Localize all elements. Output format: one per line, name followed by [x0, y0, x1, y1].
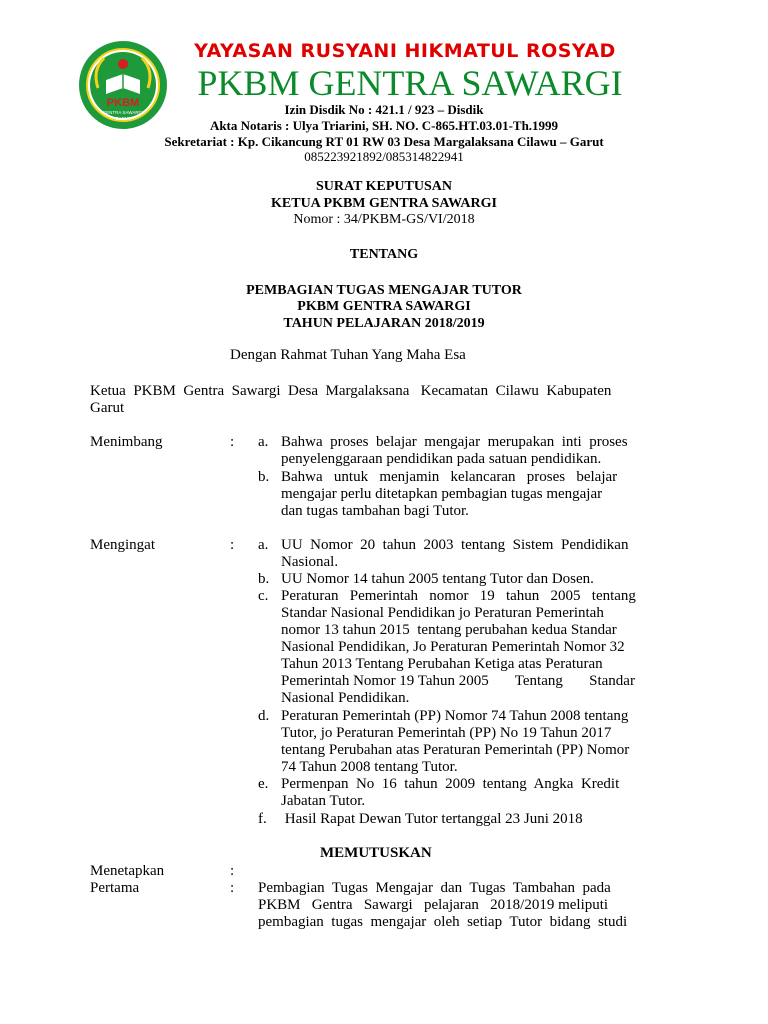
- mengingat-d-line: Peraturan Pemerintah (PP) Nomor 74 Tahun 2008 tentang: [281, 708, 629, 724]
- menimbang-b-line: Bahwa untuk menjamin kelancaran proses belajar: [281, 469, 618, 485]
- menimbang-b-line: dan tugas tambahan bagi Tutor.: [281, 503, 469, 519]
- menimbang-b-line: mengajar perlu ditetapkan pembagian tugas mengajar: [281, 486, 603, 502]
- phone-line: 085223921892/085314822941: [304, 149, 464, 164]
- menimbang-colon: :: [230, 434, 235, 450]
- logo-subtext2: GARUT: [115, 116, 131, 121]
- pertama-line: Pembagian Tugas Mengajar dan Tugas Tambahan pada: [258, 880, 611, 896]
- mengingat-f-marker: f.: [258, 811, 267, 827]
- notary-line: Akta Notaris : Ulya Triarini, SH. NO. C-865.HT.03.01-Th.1999: [209, 118, 559, 133]
- mengingat-a-line: Nasional.: [281, 554, 339, 570]
- menimbang-a-line: Bahwa proses belajar mengajar merupakan inti proses: [281, 434, 628, 450]
- memutuskan-heading: MEMUTUSKAN: [320, 845, 432, 861]
- menimbang-a-line: penyelenggaraan pendidikan pada satuan pendidikan.: [281, 451, 602, 467]
- mengingat-c-line: Nasional Pendidikan.: [281, 690, 410, 706]
- mengingat-c-line: nomor 13 tahun 2015 tentang perubahan kedua Standar: [281, 622, 617, 638]
- mengingat-a-marker: a.: [258, 537, 269, 553]
- menetapkan-colon: :: [230, 863, 235, 879]
- mengingat-d-line: 74 Tahun 2008 tentang Tutor.: [281, 759, 458, 775]
- pertama-line: pembagian tugas mengajar oleh setiap Tutor bidang studi: [258, 914, 628, 930]
- menimbang-label: Menimbang: [90, 434, 163, 450]
- pertama-colon: :: [230, 880, 235, 896]
- mengingat-b-marker: b.: [258, 571, 270, 587]
- mengingat-d-line: tentang Perubahan atas Peraturan Pemerintah (PP) Nomor: [281, 742, 630, 758]
- mengingat-e-line: Permenpan No 16 tahun 2009 tentang Angka Kredit: [281, 776, 620, 792]
- menimbang-a-marker: a.: [258, 434, 269, 450]
- logo-text: PKBM: [106, 97, 140, 109]
- subject-line-1: PEMBAGIAN TUGAS MENGAJAR TUTOR: [246, 283, 522, 298]
- menetapkan-label: Menetapkan: [90, 863, 165, 879]
- menimbang-b-marker: b.: [258, 469, 270, 485]
- mengingat-label: Mengingat: [90, 537, 155, 553]
- mengingat-a-line: UU Nomor 20 tahun 2003 tentang Sistem Pendidikan: [281, 537, 629, 553]
- mengingat-d-line: Tutor, jo Peraturan Pemerintah (PP) No 19 Tahun 2017: [281, 725, 612, 741]
- mengingat-colon: :: [230, 537, 235, 553]
- decree-title: SURAT KEPUTUSAN: [315, 179, 452, 194]
- mengingat-c-line: Pemerintah Nomor 19 Tahun 2005 Tentang Standar: [281, 673, 635, 689]
- pertama-label: Pertama: [90, 880, 140, 896]
- pertama-line: PKBM Gentra Sawargi pelajaran 2018/2019 meliputi: [258, 897, 609, 913]
- mengingat-e-marker: e.: [258, 776, 269, 792]
- intro-line-2: Garut: [90, 400, 125, 416]
- secretariat-line: Sekretariat : Kp. Cikancung RT 01 RW 03 Desa Margalaksana Cilawu – Garut: [164, 134, 604, 149]
- organization-name: PKBM GENTRA SAWARGI: [197, 63, 623, 103]
- decree-issuer: KETUA PKBM GENTRA SAWARGI: [271, 196, 497, 211]
- mengingat-c-marker: c.: [258, 588, 269, 604]
- foundation-name: YAYASAN RUSYANI HIKMATUL ROSYAD: [194, 40, 616, 62]
- mengingat-c-line: Standar Nasional Pendidikan jo Peraturan Pemerintah: [281, 605, 604, 621]
- greeting: Dengan Rahmat Tuhan Yang Maha Esa: [230, 347, 466, 363]
- mengingat-c-line: Nasional Pendidikan, Jo Peraturan Pemerintah Nomor 32: [281, 639, 625, 655]
- subject-line-2: PKBM GENTRA SAWARGI: [297, 299, 471, 314]
- subject-line-3: TAHUN PELAJARAN 2018/2019: [283, 316, 485, 331]
- mengingat-c-line: Peraturan Pemerintah nomor 19 tahun 2005 tentang: [281, 588, 636, 604]
- mengingat-d-marker: d.: [258, 708, 270, 724]
- intro-line-1: Ketua PKBM Gentra Sawargi Desa Margalaksana Kecamatan Cilawu Kabupaten: [90, 383, 612, 399]
- decree-number: Nomor : 34/PKBM-GS/VI/2018: [293, 212, 475, 227]
- mengingat-f-line: Hasil Rapat Dewan Tutor tertanggal 23 Juni 2018: [281, 811, 583, 827]
- logo-subtext: GENTRA SAWARGI: [102, 110, 144, 115]
- permit-line: Izin Disdik No : 421.1 / 923 – Disdik: [284, 102, 484, 117]
- mengingat-c-line: Tahun 2013 Tentang Perubahan Ketiga atas Peraturan: [281, 656, 603, 672]
- mengingat-e-line: Jabatan Tutor.: [281, 793, 366, 809]
- mengingat-b-line: UU Nomor 14 tahun 2005 tentang Tutor dan Dosen.: [281, 571, 594, 587]
- about-heading: TENTANG: [349, 247, 419, 262]
